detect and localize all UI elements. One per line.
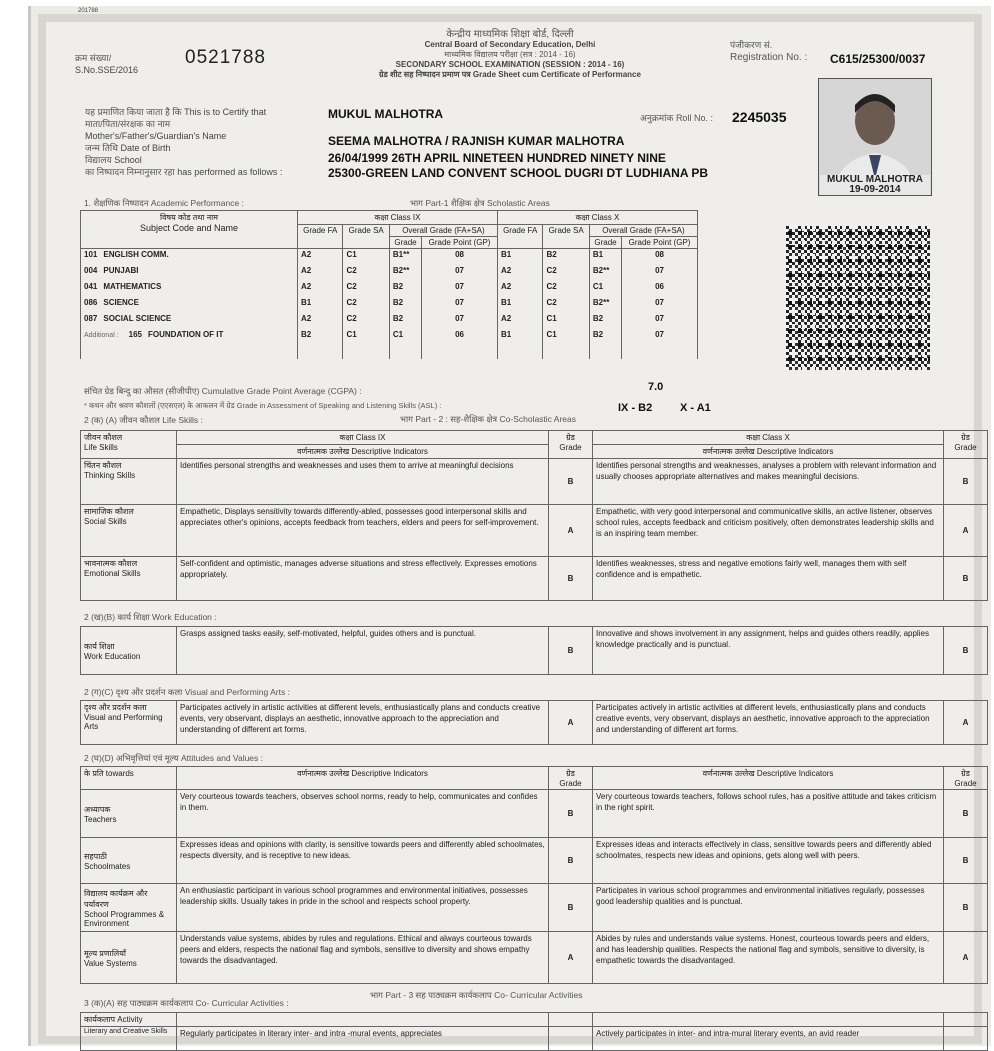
subject-row (81, 297, 698, 313)
subject-name-cell (81, 313, 298, 329)
work-education-name-hi: कार्य शिक्षा (84, 641, 115, 651)
work-education-name-en: Work Education (84, 651, 141, 661)
ls-desc10-header: वर्णनात्मक उल्लेख Descriptive Indicators (593, 445, 944, 459)
x-sa-header: Grade SA (543, 225, 589, 249)
certify-label-en: This is to Certify that (184, 107, 267, 117)
att-grade10-en: Grade (954, 779, 977, 788)
part3-title: भाग Part - 3 सह पाठ्यक्रम कार्यकलाप Co- Curricular Activities (370, 990, 583, 1000)
subject-name-cell (81, 297, 298, 313)
att-grade9-en: Grade (559, 779, 582, 788)
subject-row (81, 313, 698, 329)
exam-hindi: माध्यमिक विद्यालय परीक्षा (सत्र : 2014 - 16) (444, 50, 576, 59)
cocurricular-x-desc: Actively participates in inter- and intra-mural literary events, an avid reader (593, 1027, 944, 1051)
school-label-hi: विद्यालय (85, 155, 112, 165)
roll-label-en: Roll No. : (675, 113, 713, 123)
arts-title: 2 (ग)(C) दृश्य और प्रदर्शन कला Visual and Performing Arts : (84, 687, 290, 697)
work-education-ix-grade: B (549, 627, 593, 675)
grade-cell: 06 (622, 281, 698, 297)
subject-row (81, 281, 698, 297)
subject-code: 101 (84, 250, 98, 259)
cocurricular-col-header: कार्यकलाप Activity (81, 1013, 177, 1027)
work-education-table (80, 626, 988, 675)
grade-cell: B1** (389, 249, 421, 265)
attitude-row (81, 838, 988, 884)
ls-grade10-hi: ग्रेड (961, 433, 970, 442)
attitudes-col-en: towards (105, 769, 134, 778)
subject-name-cell (81, 281, 298, 297)
serial-label (75, 52, 138, 76)
asl-label: * कथन और श्रवण कौशलों (एएसएल) के आकलन में ग्रेड Grade in Assessment of Speaking and Listening Skills (ASL) : (84, 401, 442, 410)
grade-cell: 07 (622, 297, 698, 313)
life-skill-name (81, 557, 177, 601)
ls-grade9-hi: ग्रेड (566, 433, 575, 442)
attitude-ix-desc: Very courteous towards teachers, observes school norms, ready to help, communicates and confides in them. (177, 790, 549, 838)
parents-name: SEEMA MALHOTRA / RAJNISH KUMAR MALHOTRA (328, 134, 625, 148)
ix-grade-header: Grade (389, 237, 421, 249)
attitude-x-desc: Participates in various school programmes and environmental initiatives regularly, possesses good leadership qualities and is punctual. (593, 884, 944, 932)
attitude-row (81, 932, 988, 984)
parents-label-hi: माता/पिता/संरक्षक का नाम (85, 119, 171, 129)
grade-cell: A2 (298, 249, 343, 265)
class9-header: कक्षा Class IX (298, 211, 498, 225)
work-education-name (81, 627, 177, 675)
grade-cell: A2 (497, 313, 542, 329)
attitude-ix-desc: An enthusiastic participant in various school programmes and environmental initiatives, possesses leadership skills. Usually takes in pride in the school and respects school property. (177, 884, 549, 932)
ls-grade9-header (549, 431, 593, 459)
qr-pattern (786, 226, 930, 370)
life-skill-ix-desc: Identifies personal strengths and weaknesses and uses them to arrive at meaningful decisions (177, 459, 549, 505)
work-education-title: 2 (ख)(B) कार्य शिक्षा Work Education : (84, 612, 217, 622)
attitude-row (81, 884, 988, 932)
photo-caption (820, 175, 930, 195)
cocurricular-ix-desc: Regularly participates in literary inter- and intra -mural events, appreciates (177, 1027, 549, 1051)
subject-code: 086 (84, 297, 98, 307)
life-skill-x-desc: Empathetic, with very good interpersonal and communicative skills, an active listener, observes school rules, accepts feedback and criticism positively, often demonstrates leadership skills and is an inspiring team member. (593, 505, 944, 557)
ix-gp-header: Grade Point (GP) (422, 237, 498, 249)
grade-cell: C1 (343, 329, 389, 359)
attitude-x-grade: B (944, 838, 988, 884)
grade-cell: A2 (497, 281, 542, 297)
attitude-name-en: School Programmes & Environment (84, 909, 165, 928)
cocurricular-row (81, 1027, 988, 1051)
grade-cell: A2 (298, 313, 343, 329)
grade-cell: B2 (589, 313, 621, 329)
grade-cell: B2 (589, 329, 621, 359)
grade-cell: 07 (622, 313, 698, 329)
ls-desc9-header: वर्णनात्मक उल्लेख Descriptive Indicators (177, 445, 549, 459)
grade-cell: B2 (389, 313, 421, 329)
academic-table (80, 210, 698, 359)
subject-code: 041 (84, 281, 98, 291)
subject-row (81, 249, 698, 265)
date-of-birth: 26/04/1999 26TH APRIL NINETEEN HUNDRED NINETY NINE (328, 151, 666, 165)
life-skill-name (81, 459, 177, 505)
attitude-ix-grade: B (549, 838, 593, 884)
registration-label-hi: पंजीकरण सं. (730, 40, 773, 50)
x-grade-header: Grade (589, 237, 621, 249)
x-fa-header: Grade FA (497, 225, 542, 249)
grade-cell: B2** (389, 265, 421, 281)
life-skill-x-desc: Identifies weaknesses, stress and negative emotions fairly well, manages them with self confidence and is empathetic. (593, 557, 944, 601)
doc-code: 201788 (78, 8, 99, 14)
grade-cell: C2 (343, 265, 389, 281)
subject-name: PUNJABI (103, 265, 139, 275)
life-skill-name-en: Emotional Skills (84, 569, 141, 578)
arts-row (81, 701, 988, 745)
life-skill-ix-grade: B (549, 557, 593, 601)
grade-cell: B2** (589, 297, 621, 313)
grade-cell: B2 (543, 249, 589, 265)
grade-cell: A2 (497, 265, 542, 281)
att-grade10-hi: ग्रेड (961, 769, 970, 778)
life-skill-col-header (81, 431, 177, 459)
dob-label-en: Date of Birth (120, 143, 171, 153)
life-skills-table (80, 430, 988, 601)
life-skill-name-hi: भावनात्मक कौशल (84, 559, 138, 568)
grade-cell: B2** (589, 265, 621, 281)
subject-name: ENGLISH COMM. (103, 250, 169, 259)
attitudes-title: 2 (घ)(D) अभिवृत्तियां एवं मूल्य Attitudes and Values : (84, 753, 264, 763)
att-desc9-header: वर्णनात्मक उल्लेख Descriptive Indicators (177, 767, 549, 790)
subject-name: MATHEMATICS (103, 281, 162, 291)
serial-label-en: S.No.SSE/2016 (75, 65, 139, 75)
attitude-x-grade: B (944, 884, 988, 932)
additional-label: Additional : (84, 331, 119, 339)
att-grade9-header (549, 767, 593, 790)
cgpa-label: संचित ग्रेड बिन्दु का औसत (सीजीपीए) Cumulative Grade Point Average (CGPA) : (84, 386, 362, 396)
attitude-row (81, 790, 988, 838)
grade-cell: 07 (422, 281, 498, 297)
grade-cell: B1 (497, 249, 542, 265)
attitude-ix-grade: B (549, 884, 593, 932)
life-skill-name-hi: चिंतन कौशल (84, 461, 122, 470)
arts-table (80, 700, 988, 745)
exam-english: SECONDARY SCHOOL EXAMINATION (SESSION : 2014 - 16) (395, 60, 625, 69)
attitude-x-grade: A (944, 932, 988, 984)
attitude-x-desc: Abides by rules and understands value systems. Honest, courteous towards peers and elders, and has leadership qualities. Respects the national flag and symbols, sensitive to diversity, is empathetic towards the disadvantaged. (593, 932, 944, 984)
cocurricular-title: 3 (क)(A) सह पाठ्यक्रम कार्यकलाप Co- Curricular Activities : (84, 998, 289, 1008)
life-skill-row (81, 505, 988, 557)
ls-grade9-en: Grade (559, 443, 582, 452)
ls-class9-header: कक्षा Class IX (177, 431, 549, 445)
attitude-name (81, 932, 177, 984)
academic-title: 1. शैक्षणिक निष्पादन Academic Performance : (84, 198, 244, 208)
attitude-ix-desc: Expresses ideas and opinions with clarity, is sensitive towards peers and differently abled schoolmates, respects diversity, and is receptive to new ideas. (177, 838, 549, 884)
attitude-x-desc: Expresses ideas and interacts effectively in class, sensitive towards peers and differently abled schoolmates, respects new ideas and opinions, gets along well with peers. (593, 838, 944, 884)
attitude-name-en: Value Systems (84, 958, 137, 968)
asl-ix: IX - B2 (618, 402, 653, 414)
photo-name: MUKUL MALHOTRA (827, 174, 923, 185)
subject-name: SCIENCE (103, 297, 139, 307)
subject-header-en: Subject Code and Name (139, 223, 239, 233)
life-skill-name-en: Thinking Skills (84, 471, 136, 480)
attitude-name-en: Schoolmates (84, 861, 131, 871)
performed-label-hi: का निष्पादन निम्नानुसार रहा (85, 167, 175, 177)
dob-label-hi: जन्म तिथि (85, 143, 118, 153)
arts-name-hi: दृश्य और प्रदर्शन कला (84, 703, 147, 712)
subject-code: 165 (128, 329, 142, 339)
grade-cell: C2 (343, 313, 389, 329)
grade-cell: B2 (389, 297, 421, 313)
grade-cell: C1 (543, 313, 589, 329)
grade-cell: 07 (622, 265, 698, 281)
grade-cell: C2 (343, 297, 389, 313)
roll-label (640, 111, 713, 124)
cocurricular-name: Literary and Creative Skills (81, 1027, 177, 1051)
subject-header-hi: विषय कोड तथा नाम (160, 213, 218, 222)
board-english-name: Central Board of Secondary Education, Delhi (424, 40, 596, 49)
life-skill-ix-desc: Self-confident and optimistic, manages adverse situations and stress effectively. Expresses emotions appropriately. (177, 557, 549, 601)
board-hindi-name: केन्द्रीय माध्यमिक शिक्षा बोर्ड, दिल्ली (446, 29, 574, 40)
life-skill-name-hi: सामाजिक कौशल (84, 507, 134, 516)
student-name: MUKUL MALHOTRA (328, 107, 444, 121)
registration-label-en: Registration No. : (730, 52, 808, 63)
attitude-name-hi: सहपाठी (84, 851, 107, 861)
attitude-name (81, 884, 177, 932)
arts-name (81, 701, 177, 745)
ix-overall-header: Overall Grade (FA+SA) (389, 225, 497, 237)
additional-subject-row (81, 329, 698, 359)
life-skill-row (81, 557, 988, 601)
subject-rows (81, 249, 698, 359)
life-skill-ix-grade: B (549, 459, 593, 505)
info-labels (85, 106, 330, 178)
arts-x-grade: A (944, 701, 988, 745)
life-skill-x-grade: B (944, 557, 988, 601)
attitude-name-hi: विद्यालय कार्यक्रम और पर्यावरण (84, 888, 148, 909)
life-skill-x-grade: A (944, 505, 988, 557)
qr-code (786, 226, 930, 370)
attitude-name (81, 838, 177, 884)
grade-cell: C2 (543, 281, 589, 297)
subject-code: 087 (84, 313, 98, 323)
grade-cell: 08 (422, 249, 498, 265)
attitude-name-en: Teachers (84, 814, 117, 824)
parents-label-en: Mother's/Father's/Guardian's Name (85, 131, 227, 141)
life-skill-ix-desc: Empathetic, Displays sensitivity towards differently-abled, possesses good interpersonal skills and appreciates other's opinions, accepts feedback from teachers, elders and peers for self-improvement. (177, 505, 549, 557)
x-gp-header: Grade Point (GP) (622, 237, 698, 249)
attitude-x-grade: B (944, 790, 988, 838)
grade-cell: 06 (422, 329, 498, 359)
arts-ix-grade: A (549, 701, 593, 745)
grade-cell: C2 (543, 265, 589, 281)
ls-grade10-en: Grade (954, 443, 977, 452)
grade-cell: 08 (622, 249, 698, 265)
grade-cell: C1 (543, 329, 589, 359)
attitude-name (81, 790, 177, 838)
life-skill-name (81, 505, 177, 557)
asl-x: X - A1 (680, 402, 711, 414)
grade-cell: 07 (422, 313, 498, 329)
performed-label-en: has performed as follows : (177, 167, 283, 177)
cgpa-value: 7.0 (648, 381, 664, 393)
attitude-ix-grade: B (549, 790, 593, 838)
att-desc10-header: वर्णनात्मक उल्लेख Descriptive Indicators (593, 767, 944, 790)
life-skill-x-grade: B (944, 459, 988, 505)
grade-cell: A2 (298, 265, 343, 281)
grade-cell: C2 (543, 297, 589, 313)
life-skills-title: 2 (क) (A) जीवन कौशल Life Skills : (84, 415, 203, 425)
ls-grade10-header (944, 431, 988, 459)
registration-number: C615/25300/0037 (830, 52, 926, 66)
grade-cell: C1 (589, 281, 621, 297)
life-skill-col-en: Life Skills (84, 443, 118, 452)
subject-name: FOUNDATION OF IT (148, 329, 224, 339)
attitudes-table (80, 766, 988, 984)
class10-header: कक्षा Class X (497, 211, 697, 225)
work-education-x-desc: Innovative and shows involvement in any assignment, helps and guides others readily, applies knowledge practically and is punctual. (593, 627, 944, 675)
grade-cell: 07 (422, 297, 498, 313)
grade-cell: A2 (298, 281, 343, 297)
grade-cell: 07 (422, 265, 498, 281)
arts-x-desc: Participates actively in artistic activities at different levels, enthusiastically plans and conducts creative events, very observant, displays an aesthetic, innovative approach to the appreciation and understanding of different art forms. (593, 701, 944, 745)
ix-sa-header: Grade SA (343, 225, 389, 249)
subject-header (81, 211, 298, 249)
att-grade9-hi: ग्रेड (566, 769, 575, 778)
work-education-ix-desc: Grasps assigned tasks easily, self-motivated, helpful, guides others and is punctual. (177, 627, 549, 675)
subject-row (81, 265, 698, 281)
serial-label-hi: क्रम संख्या/ (75, 53, 112, 63)
grade-cell: C1 (343, 249, 389, 265)
ls-class10-header: कक्षा Class X (593, 431, 944, 445)
subject-name-cell (81, 265, 298, 281)
ix-fa-header: Grade FA (298, 225, 343, 249)
grade-cell: B1 (298, 297, 343, 313)
x-overall-header: Overall Grade (FA+SA) (589, 225, 697, 237)
life-skill-name-en: Social Skills (84, 517, 127, 526)
work-education-x-grade: B (944, 627, 988, 675)
subject-name-cell (81, 249, 298, 265)
photo-date: 19-09-2014 (849, 184, 901, 195)
part1-title: भाग Part-1 शैक्षिक क्षेत्र Scholastic Areas (410, 198, 550, 208)
attitude-ix-grade: A (549, 932, 593, 984)
attitude-x-desc: Very courteous towards teachers, follows school rules, has a positive attitude and takes criticism in the right spirit. (593, 790, 944, 838)
grade-cell: B2 (389, 281, 421, 297)
attitude-name-hi: मूल्य प्रणालियाँ (84, 948, 126, 958)
part2-title: भाग Part - 2 : सह-शैक्षिक क्षेत्र Co-Scholastic Areas (400, 414, 577, 424)
grade-cell: B1 (497, 329, 542, 359)
attitudes-col-hi: के प्रति (84, 769, 104, 778)
subject-name: SOCIAL SCIENCE (103, 313, 172, 323)
work-education-row (81, 627, 988, 675)
grade-cell: B1 (589, 249, 621, 265)
attitude-name-hi: अध्यापक (84, 804, 111, 814)
serial-number: 0521788 (185, 47, 266, 68)
certificate-line: ग्रेड शीट सह निष्पादन प्रमाण पत्र Grade Sheet cum Certificate of Performance (379, 70, 641, 79)
cocurricular-table (80, 1012, 988, 1051)
life-skill-ix-grade: A (549, 505, 593, 557)
certify-label-hi: यह प्रमाणित किया जाता है कि (85, 107, 182, 117)
attitudes-col-header (81, 767, 177, 790)
board-header (330, 30, 690, 80)
arts-name-en: Visual and Performing Arts (84, 713, 163, 731)
grade-cell: B2 (298, 329, 343, 359)
life-skill-col-hi: जीवन कौशल (84, 433, 123, 442)
subject-code: 004 (84, 265, 98, 275)
roll-label-hi: अनुक्रमांक (640, 113, 674, 123)
life-skill-row (81, 459, 988, 505)
school-label-en: School (114, 155, 142, 165)
school-name: 25300-GREEN LAND CONVENT SCHOOL DUGRI DT LUDHIANA PB (328, 166, 709, 180)
attitude-ix-desc: Understands value systems, abides by rules and regulations. Ethical and always courteous towards peers and elders, respects the national flag and symbols, sensitive to diversity and shows empathy towards the disadvantaged. (177, 932, 549, 984)
grade-cell: C1 (389, 329, 421, 359)
grade-cell: 07 (622, 329, 698, 359)
arts-ix-desc: Participates actively in artistic activities at different levels, enthusiastically plans and conducts creative events, very observant, displays an aesthetic, innovative approach to the appreciation and understanding of different art forms. (177, 701, 549, 745)
att-grade10-header (944, 767, 988, 790)
grade-cell: C2 (343, 281, 389, 297)
grade-cell: B1 (497, 297, 542, 313)
roll-number: 2245035 (732, 109, 787, 125)
subject-name-cell (81, 329, 298, 359)
life-skill-x-desc: Identifies personal strengths and weaknesses, analyses a problem with relevant information and usually chooses appropriate alternatives and makes meaningful decisions. (593, 459, 944, 505)
